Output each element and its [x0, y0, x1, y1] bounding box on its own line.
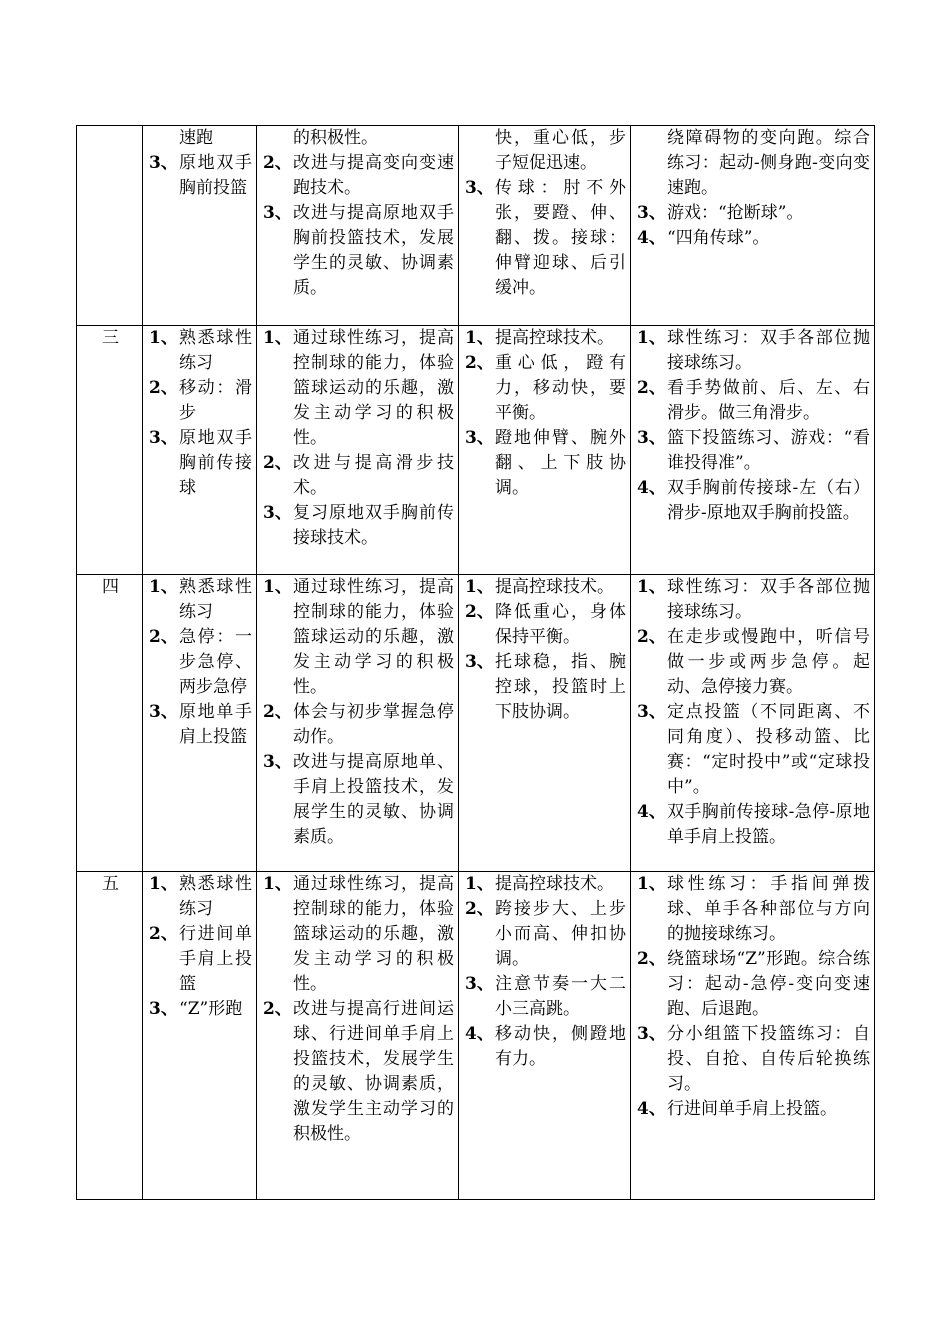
key-points-cell: [459, 872, 631, 1200]
item-number: 3、: [465, 178, 494, 198]
item-number: 2、: [637, 949, 666, 969]
item-number: [465, 126, 495, 176]
item-number: 1、: [465, 577, 494, 597]
item-number: 3、: [149, 702, 178, 722]
list-item: [149, 326, 252, 376]
item-number: 2、: [465, 899, 494, 919]
list-item: [149, 426, 252, 501]
item-number: 2、: [465, 602, 494, 622]
item-text: 快，重心低，步子短促迅速。: [495, 128, 626, 173]
list-item: [149, 997, 252, 1022]
list-item: [637, 326, 870, 376]
item-number: 1、: [149, 874, 178, 894]
item-text: 托球稳，指、腕控球，投篮时上下肢协调。: [495, 652, 626, 722]
teaching-methods-cell: [631, 575, 875, 872]
list-item: [263, 997, 454, 1147]
list-item: [637, 426, 870, 476]
item-text: 提高控球技术。: [495, 874, 614, 894]
item-number: 2、: [465, 353, 494, 373]
item-text: 在走步或慢跑中，听信号做一步或两步急停。起动、急停接力赛。: [667, 627, 870, 697]
lesson-plan-table: [76, 125, 875, 1200]
item-text: 熟悉球性练习: [179, 874, 252, 919]
week-cell: [77, 575, 143, 872]
list-item: [149, 575, 252, 625]
item-number: [263, 126, 293, 151]
table-row: [77, 326, 875, 575]
item-text: 速跑: [179, 128, 213, 148]
item-number: 4、: [465, 1024, 494, 1044]
item-number: 3、: [637, 203, 666, 223]
item-number: 3、: [637, 702, 666, 722]
list-item: [637, 201, 870, 226]
item-number: 1、: [149, 577, 178, 597]
item-number: 2、: [263, 153, 292, 173]
item-number: 1、: [637, 328, 666, 348]
teaching-goals-cell: [257, 326, 459, 575]
item-text: 移动快，侧蹬地有力。: [495, 1024, 626, 1069]
item-number: 4、: [637, 478, 666, 498]
teaching-content-cell: [143, 575, 257, 872]
list-item: [637, 872, 870, 947]
week-cell: [77, 326, 143, 575]
teaching-methods-cell: [631, 872, 875, 1200]
item-text: 提高控球技术。: [495, 328, 614, 348]
item-text: 球性练习：手指间弹拨球、单手各种部位与方向的抛接球练习。: [667, 874, 870, 944]
teaching-methods-cell: [631, 326, 875, 575]
item-number: 3、: [149, 428, 178, 448]
item-number: 3、: [263, 752, 292, 772]
item-number: 2、: [637, 627, 666, 647]
list-item: [263, 201, 454, 301]
list-item: [465, 897, 626, 972]
key-points-cell: [459, 126, 631, 326]
item-text: 的积极性。: [293, 128, 378, 148]
item-number: 2、: [149, 924, 178, 944]
item-number: 1、: [263, 874, 292, 894]
item-number: 3、: [465, 652, 494, 672]
item-text: 注意节奏一大二小三高跳。: [495, 974, 626, 1019]
list-item: [465, 600, 626, 650]
key-points-cell: [459, 575, 631, 872]
item-text: 绕障碍物的变向跑。综合练习：起动-侧身跑-变向变速跑。: [667, 128, 870, 198]
table-row: [77, 126, 875, 326]
item-text: “四角传球”。: [667, 228, 770, 248]
list-item: [637, 947, 870, 1022]
key-points-cell: [459, 326, 631, 575]
item-text: 传球：肘不外张，要蹬、伸、翻、拨。接球：伸臂迎球、后引缓冲。: [495, 178, 626, 298]
list-item: [149, 872, 252, 922]
item-text: 行进间单手肩上投篮: [179, 924, 252, 994]
week-label: 四: [102, 577, 119, 597]
table-body: [77, 126, 875, 1200]
teaching-content-cell: [143, 872, 257, 1200]
item-text: 原地单手肩上投篮: [179, 702, 252, 747]
teaching-content-cell: [143, 326, 257, 575]
item-text: 双手胸前传接球-左（右）滑步-原地双手胸前投篮。: [667, 478, 870, 523]
week-label: 五: [102, 874, 119, 894]
list-item: [637, 1022, 870, 1097]
list-item: [149, 922, 252, 997]
item-text: 跨接步大、上步小而高、伸扣协调。: [495, 899, 626, 969]
list-item: [637, 226, 870, 251]
item-number: 2、: [149, 627, 178, 647]
item-number: 4、: [637, 1099, 666, 1119]
teaching-goals-cell: [257, 872, 459, 1200]
list-item: [465, 972, 626, 1022]
item-text: 复习原地双手胸前传接球技术。: [293, 503, 454, 548]
week-cell: [77, 872, 143, 1200]
item-text: 通过球性练习，提高控制球的能力，体验篮球运动的乐趣，激发主动学习的积极性。: [293, 874, 454, 994]
item-text: 游戏：“抢断球”。: [667, 203, 804, 223]
item-text: 通过球性练习，提高控制球的能力，体验篮球运动的乐趣，激发主动学习的积极性。: [293, 577, 454, 697]
item-text: 降低重心，身体保持平衡。: [495, 602, 626, 647]
item-text: 体会与初步掌握急停动作。: [293, 702, 454, 747]
item-text: 移动：滑步: [179, 378, 252, 423]
list-item: [637, 800, 870, 850]
item-text: 篮下投篮练习、游戏：“看谁投得准”。: [667, 428, 870, 473]
list-item: [637, 625, 870, 700]
item-text: 熟悉球性练习: [179, 577, 252, 622]
list-item: [465, 575, 626, 600]
item-number: 1、: [465, 874, 494, 894]
item-text: 球性练习：双手各部位抛接球练习。: [667, 328, 870, 373]
item-text: 球性练习：双手各部位抛接球练习。: [667, 577, 870, 622]
item-text: 行进间单手肩上投篮。: [667, 1099, 837, 1119]
item-text: 通过球性练习，提高控制球的能力，体验篮球运动的乐趣，激发主动学习的积极性。: [293, 328, 454, 448]
list-item: [637, 476, 870, 526]
list-item: [465, 176, 626, 301]
item-number: 1、: [637, 577, 666, 597]
item-text: 改进与提高行进间运球、行进间单手肩上投篮技术，发展学生的灵敏、协调素质，激发学生主动学习的积极性。: [293, 999, 454, 1144]
list-item: [465, 650, 626, 725]
item-number: 3、: [465, 428, 494, 448]
list-item: [263, 700, 454, 750]
item-number: [149, 126, 179, 151]
list-item: [465, 126, 626, 176]
item-number: 2、: [263, 999, 292, 1019]
item-text: 提高控球技术。: [495, 577, 614, 597]
list-item: [149, 376, 252, 426]
item-number: 2、: [149, 378, 178, 398]
item-text: 绕篮球场“Z”形跑。综合练习：起动-急停-变向变速跑、后退跑。: [667, 949, 870, 1019]
item-number: 3、: [263, 203, 292, 223]
list-item: [637, 575, 870, 625]
item-number: 3、: [263, 503, 292, 523]
item-text: 原地双手胸前投篮: [179, 153, 252, 198]
list-item: [637, 1097, 870, 1122]
teaching-goals-cell: [257, 126, 459, 326]
teaching-content-cell: [143, 126, 257, 326]
item-text: 改进与提高原地单、手肩上投篮技术，发展学生的灵敏、协调素质。: [293, 752, 454, 847]
item-text: 重心低，蹬有力，移动快，要平衡。: [495, 353, 626, 423]
item-number: 1、: [637, 874, 666, 894]
list-item: [263, 451, 454, 501]
list-item: [263, 872, 454, 997]
list-item: [465, 872, 626, 897]
item-text: 原地双手胸前传接球: [179, 428, 252, 498]
item-number: 3、: [637, 1024, 666, 1044]
item-text: 分小组篮下投篮练习：自投、自抢、自传后轮换练习。: [667, 1024, 870, 1094]
item-number: 2、: [637, 378, 666, 398]
list-item: [637, 376, 870, 426]
list-item: [637, 126, 870, 201]
item-number: 3、: [637, 428, 666, 448]
item-number: 1、: [465, 328, 494, 348]
list-item: [263, 326, 454, 451]
item-number: 1、: [263, 328, 292, 348]
item-number: 4、: [637, 802, 666, 822]
list-item: [465, 351, 626, 426]
list-item: [149, 700, 252, 750]
week-label: 三: [102, 328, 119, 348]
item-text: 熟悉球性练习: [179, 328, 252, 373]
item-number: [637, 126, 667, 201]
item-text: 改进与提高原地双手胸前投篮技术，发展学生的灵敏、协调素质。: [293, 203, 454, 298]
item-number: 1、: [149, 328, 178, 348]
item-text: 定点投篮（不同距离、不同角度）、投移动篮、比赛：“定时投中”或“定球投中”。: [667, 702, 870, 797]
item-number: 3、: [465, 974, 494, 994]
item-number: 1、: [263, 577, 292, 597]
list-item: [465, 426, 626, 501]
list-item: [465, 326, 626, 351]
item-text: 急停：一步急停、两步急停: [179, 627, 252, 697]
list-item: [149, 625, 252, 700]
list-item: [149, 151, 252, 201]
list-item: [465, 1022, 626, 1072]
list-item: [263, 151, 454, 201]
teaching-goals-cell: [257, 575, 459, 872]
item-text: 改进与提高滑步技术。: [293, 453, 454, 498]
list-item: [263, 750, 454, 850]
item-number: 2、: [263, 702, 292, 722]
item-text: 改进与提高变向变速跑技术。: [293, 153, 454, 198]
item-number: 3、: [149, 153, 178, 173]
list-item: [637, 700, 870, 800]
item-text: “Z”形跑: [179, 999, 243, 1019]
list-item: [263, 501, 454, 551]
item-number: 3、: [149, 999, 178, 1019]
item-text: 双手胸前传接球-急停-原地单手肩上投篮。: [667, 802, 870, 847]
teaching-methods-cell: [631, 126, 875, 326]
item-text: 看手势做前、后、左、右滑步。做三角滑步。: [667, 378, 870, 423]
week-cell: [77, 126, 143, 326]
table-row: [77, 872, 875, 1200]
item-text: 蹬地伸臂、腕外翻、上下肢协调。: [495, 428, 626, 498]
list-item: [263, 126, 454, 151]
list-item: [263, 575, 454, 700]
table-row: [77, 575, 875, 872]
list-item: [149, 126, 252, 151]
item-number: 2、: [263, 453, 292, 473]
item-number: 4、: [637, 228, 666, 248]
